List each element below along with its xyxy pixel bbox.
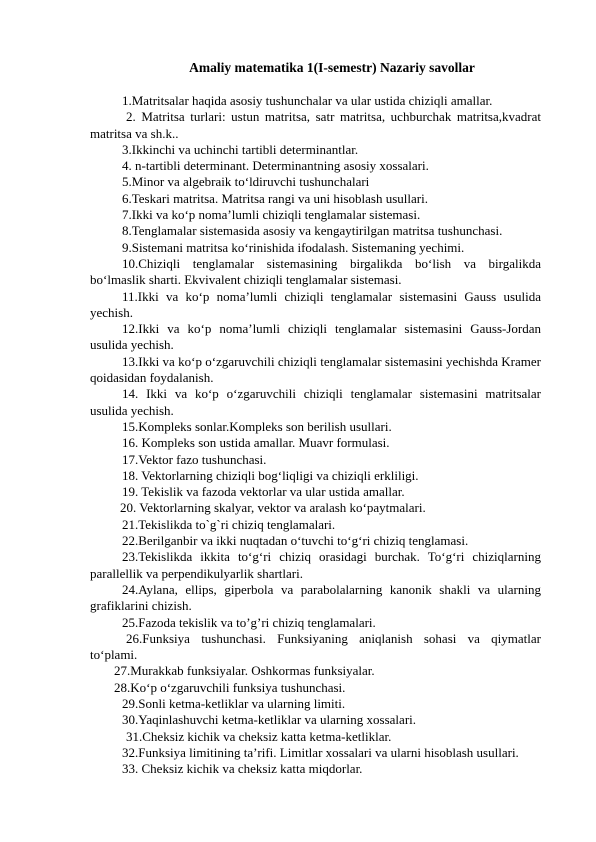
question-list — [90, 93, 541, 777]
list-item: 7.Ikki va ko‘p noma’lumli chiziqli tenglamalar sistemasi. — [122, 207, 421, 223]
list-item: 8.Tenglamalar sistemasida asosiy va kengaytirilgan matritsa tushunchasi. — [122, 223, 503, 239]
list-item: 13.Ikki va ko‘p o‘zgaruvchili chiziqli tenglamalar sistemasini yechishda Kramer qoidasidan foydalanish. — [90, 353, 541, 386]
list-item: 22.Berilganbir va ikki nuqtadan o‘tuvchi to‘g‘ri chiziq tenglamasi. — [122, 533, 469, 549]
list-item: 17.Vektor fazo tushunchasi. — [122, 451, 267, 467]
page-title: Amaliy matematika 1(I-semestr) Nazariy savollar — [189, 60, 475, 75]
list-item: 24.Aylana, ellips, giperbola va parabolalarning kanonik shakli va ularning grafiklarini chizish. — [90, 581, 541, 614]
list-item: 1.Matritsalar haqida asosiy tushunchalar va ular ustida chiziqli amallar. — [122, 93, 493, 108]
list-item: 15.Kompleks sonlar.Kompleks son berilish usullari. — [122, 418, 392, 434]
list-item: 23.Tekislikda ikkita to‘g‘ri chiziq orasidagi burchak. To‘g‘ri chiziqlarning parallellik va perpendikulyarlik shartlari. — [90, 549, 541, 581]
list-item: 11.Ikki va ko‘p noma’lumli chiziqli tenglamalar sistemasini Gauss usulida yechish. — [90, 288, 541, 320]
list-item: 10.Chiziqli tenglamalar sistemasining birgalikda bo‘lish va birgalikda bo‘lmaslik sharti. Ekvivalent chiziqli tenglamalar sistemasi. — [90, 255, 541, 288]
list-item: 6.Teskari matritsa. Matritsa rangi va uni hisoblash usullari. — [122, 190, 428, 206]
list-item: 12.Ikki va ko‘p noma’lumli chiziqli tenglamalar sistemasini Gauss-Jordan usulida yechish. — [90, 321, 541, 353]
list-item: 18. Vektorlarning chiziqli bog‘liqligi va chiziqli erkliligi. — [122, 467, 419, 483]
list-item: 20. Vektorlarning skalyar, vektor va aralash ko‘paytmalari. — [120, 500, 426, 516]
list-item: 30.Yaqinlashuvchi ketma-ketliklar va ularning xossalari. — [122, 712, 417, 728]
list-item: 31.Cheksiz kichik va cheksiz katta ketma-ketliklar. — [126, 728, 392, 744]
list-item: 16. Kompleks son ustida amallar. Muavr formulasi. — [122, 435, 390, 451]
list-item: 3.Ikkinchi va uchinchi tartibli determinantlar. — [122, 141, 359, 157]
list-item: 27.Murakkab funksiyalar. Oshkormas funksiyalar. — [114, 663, 375, 679]
list-item: 32.Funksiya limitining ta’rifi. Limitlar xossalari va ularni hisoblash usullari. — [122, 744, 519, 760]
list-item: 21.Tekislikda to`g`ri chiziq tenglamalari. — [122, 516, 336, 532]
list-item: 28.Ko‘p o‘zgaruvchili funksiya tushunchasi. — [114, 679, 346, 695]
list-item: 26.Funksiya tushunchasi. Funksiyaning aniqlanish sohasi va qiymatlar to‘plami. — [90, 630, 541, 663]
list-item: 9.Sistemani matritsa ko‘rinishida ifodalash. Sistemaning yechimi. — [122, 239, 465, 255]
list-item: 33. Cheksiz kichik va cheksiz katta miqdorlar. — [122, 761, 363, 777]
list-item: 25.Fazoda tekislik va to’g’ri chiziq tenglamalari. — [122, 614, 376, 630]
list-item: 4. n-tartibli determinant. Determinantning asosiy xossalari. — [122, 158, 429, 174]
list-item: 5.Minor va algebraik to‘ldiruvchi tushunchalari — [122, 174, 370, 190]
list-item: 2. Matritsa turlari: ustun matritsa, satr matritsa, uchburchak matritsa,kvadrat matritsa va sh.k.. — [90, 109, 541, 141]
list-item: 29.Sonli ketma-ketliklar va ularning limiti. — [122, 695, 346, 711]
list-item: 14. Ikki va ko‘p o‘zgaruvchili chiziqli tenglamalar sistemasini matritsalar usulida yechish. — [90, 386, 541, 418]
list-item: 19. Tekislik va fazoda vektorlar va ular ustida amallar. — [122, 484, 405, 500]
